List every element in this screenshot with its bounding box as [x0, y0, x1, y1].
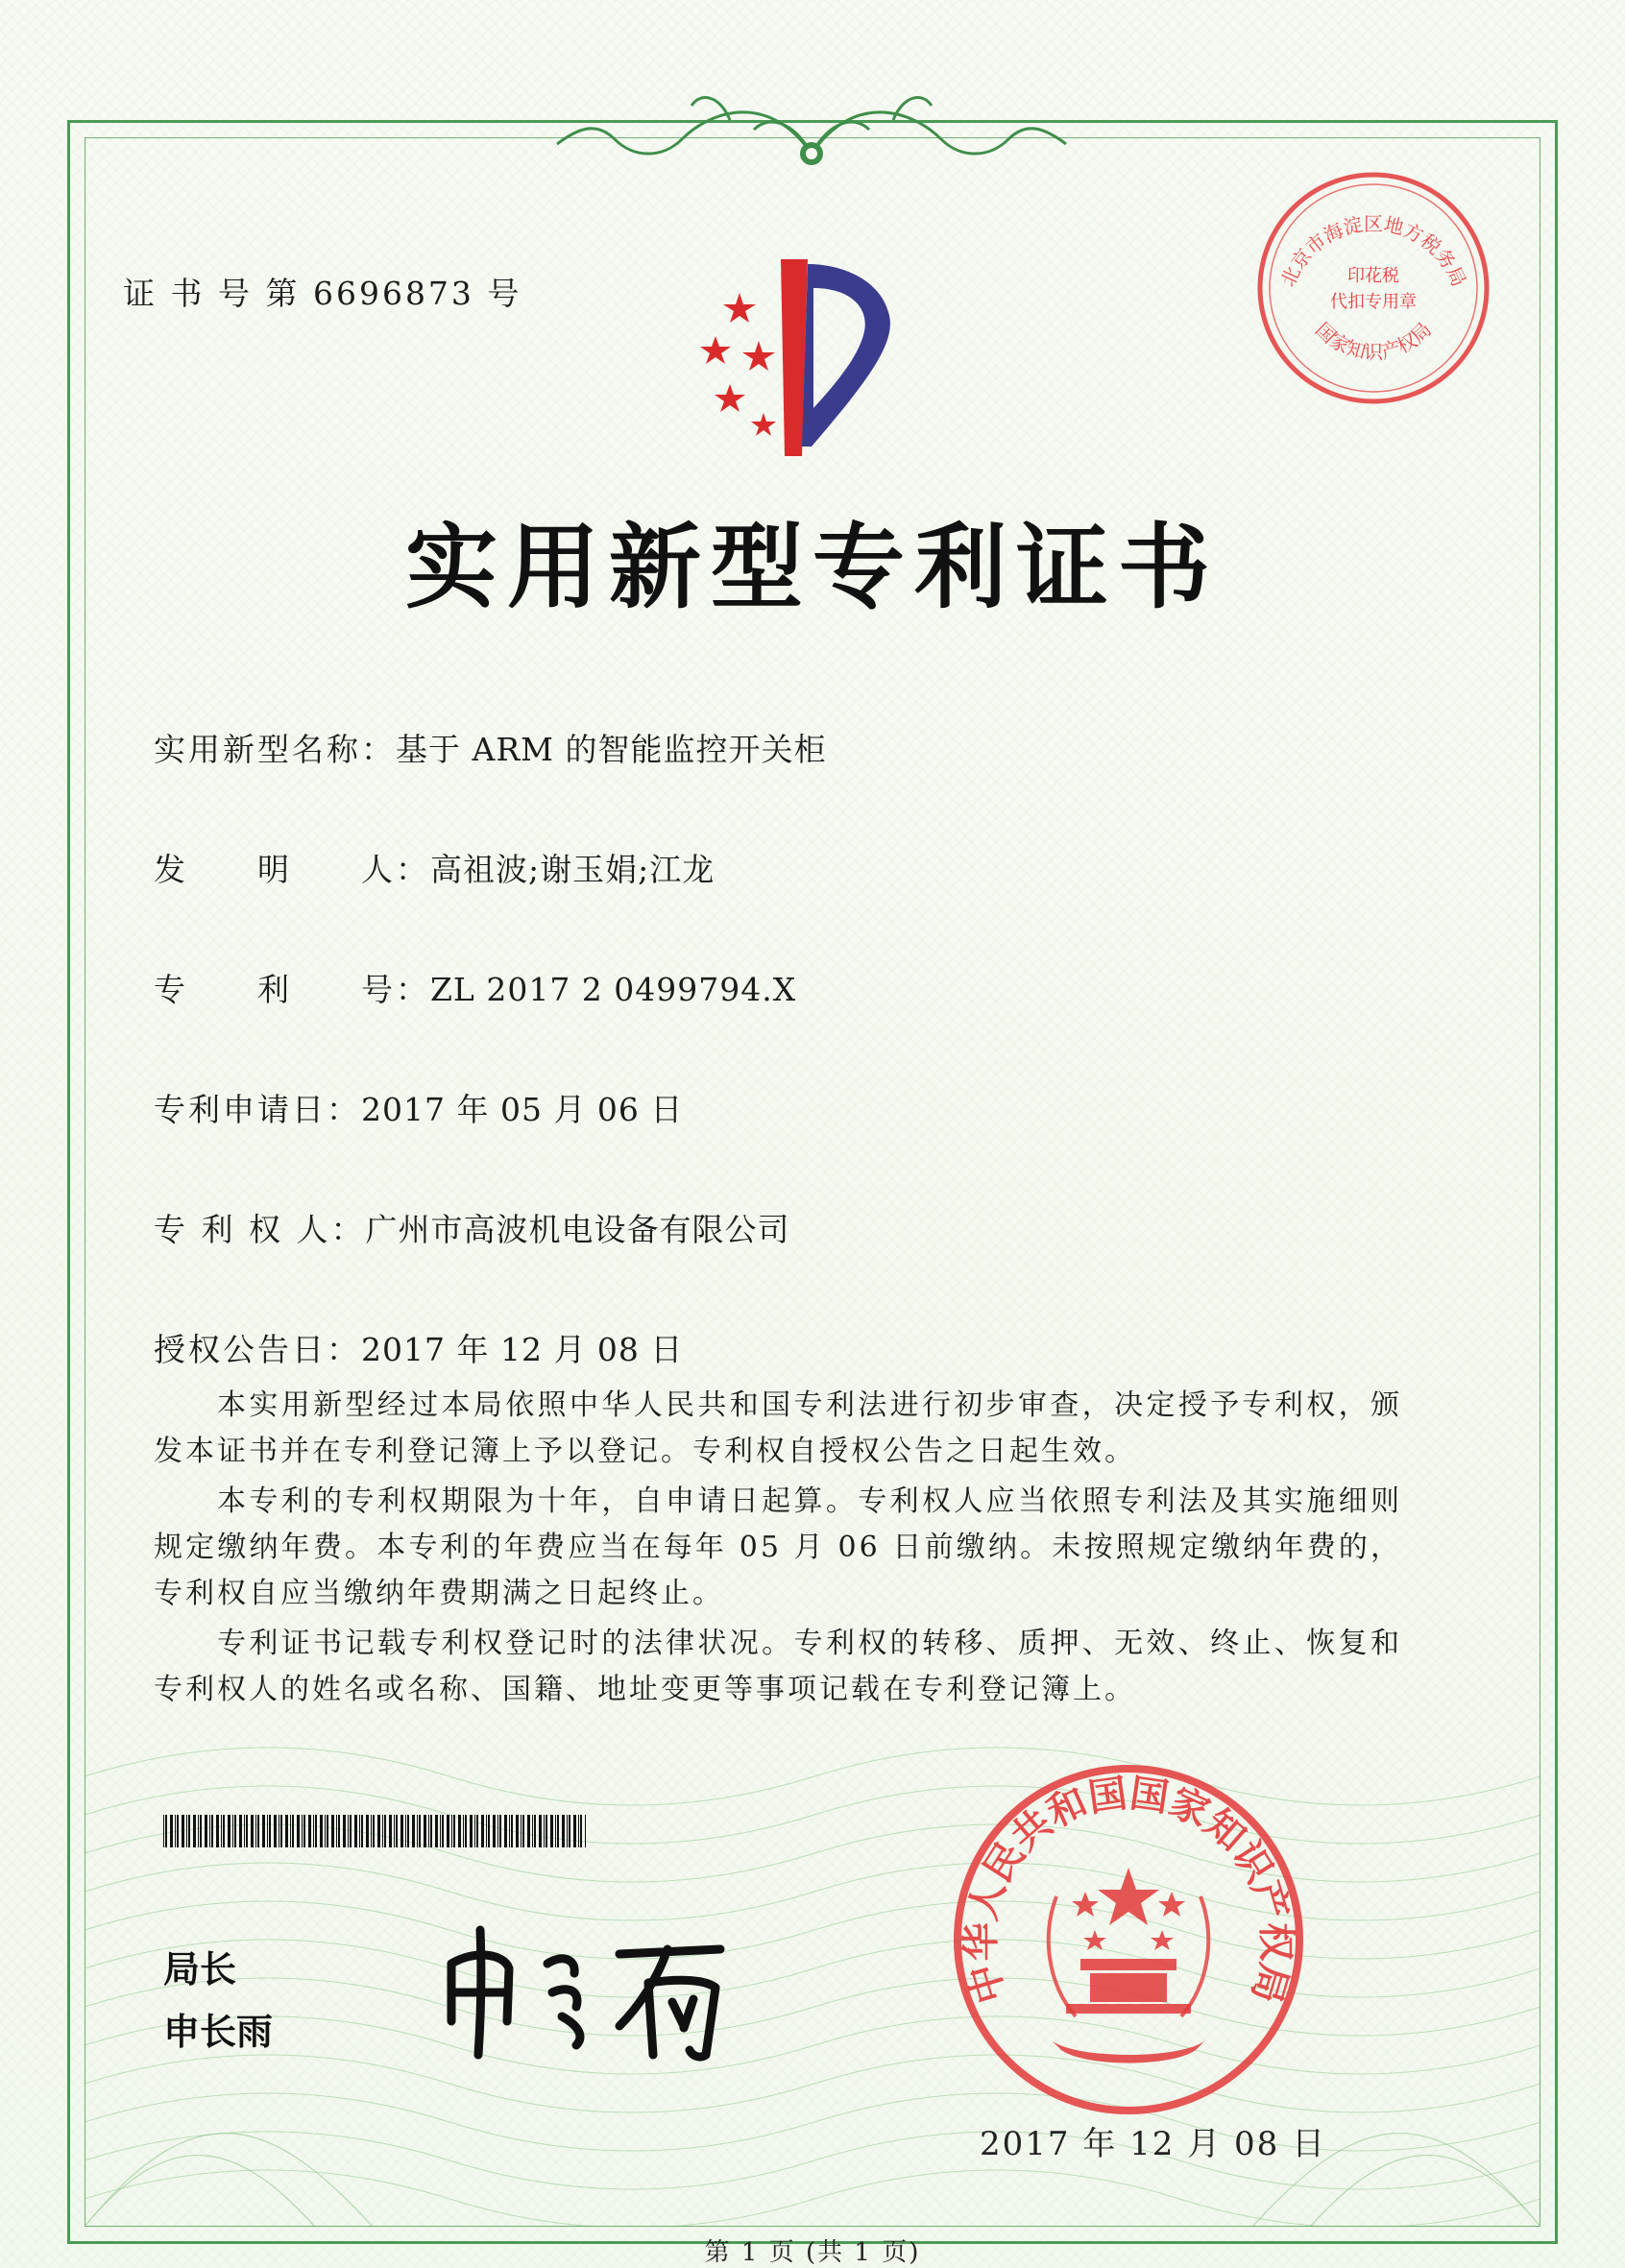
barcode-bar — [315, 1815, 317, 1847]
barcode-bar — [440, 1815, 441, 1847]
barcode-bar — [382, 1815, 383, 1847]
barcode-bar — [373, 1815, 375, 1847]
barcode-bar — [453, 1815, 455, 1847]
barcode-bar — [257, 1815, 259, 1847]
barcode-bar — [302, 1815, 303, 1847]
barcode-bar — [544, 1815, 545, 1847]
barcode-bar — [417, 1815, 418, 1847]
director-signature — [432, 1911, 797, 2064]
barcode-bar — [546, 1815, 547, 1847]
certificate-number: 证 书 号 第 6696873 号 — [123, 275, 522, 312]
patent-office-emblem — [667, 235, 927, 456]
barcode-bar — [216, 1815, 219, 1847]
barcode-bar — [251, 1815, 254, 1847]
field-value: 2017 年 05 月 06 日 — [361, 1091, 684, 1128]
barcode-bar — [371, 1815, 372, 1847]
barcode-bar — [308, 1815, 311, 1847]
barcode-bar — [188, 1815, 190, 1847]
barcode-bar — [396, 1815, 398, 1847]
barcode-bar — [557, 1815, 559, 1847]
barcode-bar — [499, 1815, 501, 1847]
barcode-bar — [354, 1815, 357, 1847]
field-inventor — [154, 845, 715, 890]
barcode-bar — [389, 1815, 392, 1847]
barcode-bar — [175, 1815, 176, 1847]
barcode-bar — [539, 1815, 542, 1847]
tax-stamp — [1253, 168, 1493, 408]
barcode-bar — [211, 1815, 213, 1847]
barcode-bar — [430, 1815, 432, 1847]
barcode-bar — [511, 1815, 513, 1847]
barcode-bar — [442, 1815, 444, 1847]
director-name: 申长雨 — [163, 2011, 274, 2053]
barcode-bar — [555, 1815, 556, 1847]
certificate-title: 实用新型专利证书 — [405, 514, 1220, 621]
barcode-bar — [424, 1815, 426, 1847]
barcode-bar — [474, 1815, 475, 1847]
barcode — [163, 1815, 586, 1847]
barcode-bar — [481, 1815, 484, 1847]
field-patent-number — [154, 965, 796, 1010]
barcode-bar — [532, 1815, 533, 1847]
barcode-bar — [486, 1815, 487, 1847]
barcode-bar — [223, 1815, 225, 1847]
barcode-bar — [246, 1815, 248, 1847]
notice-paragraph: 本实用新型经过本局依照中华人民共和国专利法进行初步审查，决定授予专利权，颁发本证书并在专利登记簿上予以登记。专利权自授权公告之日起生效。 — [154, 1388, 1402, 1468]
field-label: 实用新型名称： — [154, 731, 396, 768]
barcode-bar — [338, 1815, 340, 1847]
barcode-bar — [232, 1815, 233, 1847]
barcode-bar — [585, 1815, 586, 1847]
barcode-bar — [522, 1815, 524, 1847]
field-value: 2017 年 12 月 08 日 — [361, 1331, 684, 1368]
barcode-bar — [527, 1815, 530, 1847]
notice-paragraph: 本专利的专利权期限为十年，自申请日起算。专利权人应当依照专利法及其实施细则规定缴纳年费。本专利的年费应当在每年 05 月 06 日前缴纳。未按照规定缴纳年费的，专利权自应当缴纳年费期满之日起终止。 — [154, 1484, 1402, 1610]
barcode-bar — [198, 1815, 199, 1847]
barcode-bar — [465, 1815, 467, 1847]
barcode-bar — [280, 1815, 282, 1847]
field-value: 高祖波;谢玉娟;江龙 — [430, 851, 715, 888]
barcode-bar — [580, 1815, 582, 1847]
barcode-bar — [343, 1815, 346, 1847]
director-title: 局长 — [163, 1948, 237, 1991]
field-grant-date — [154, 1325, 683, 1370]
barcode-bar — [285, 1815, 288, 1847]
field-value: 广州市高波机电设备有限公司 — [365, 1211, 790, 1248]
barcode-bar — [163, 1815, 164, 1847]
barcode-bar — [331, 1815, 334, 1847]
barcode-bar — [578, 1815, 579, 1847]
top-ornament — [538, 72, 1085, 178]
barcode-bar — [451, 1815, 452, 1847]
barcode-bar — [470, 1815, 473, 1847]
barcode-bar — [348, 1815, 349, 1847]
field-value: ZL 2017 2 0499794.X — [430, 971, 797, 1008]
barcode-bar — [193, 1815, 196, 1847]
cnipa-stamp-text: 中华人民共和国国家知识产权局 — [959, 1772, 1298, 2008]
barcode-bar — [488, 1815, 490, 1847]
notice-paragraph: 专利证书记载专利权登记时的法律状况。专利权的转移、质押、无效、终止、恢复和专利权人的姓名或名称、国籍、地址变更等事项记载在专利登记簿上。 — [154, 1627, 1402, 1706]
barcode-bar — [244, 1815, 245, 1847]
barcode-bar — [239, 1815, 242, 1847]
barcode-bar — [493, 1815, 496, 1847]
barcode-bar — [269, 1815, 271, 1847]
barcode-bar — [412, 1815, 415, 1847]
barcode-bar — [573, 1815, 576, 1847]
barcode-bar — [435, 1815, 438, 1847]
field-label: 专 利 号： — [154, 971, 430, 1008]
field-value: 基于 ARM 的智能监控开关柜 — [396, 731, 827, 768]
barcode-bar — [177, 1815, 179, 1847]
barcode-bar — [186, 1815, 187, 1847]
field-application-date — [154, 1085, 683, 1130]
barcode-bar — [476, 1815, 478, 1847]
barcode-bar — [497, 1815, 498, 1847]
barcode-bar — [327, 1815, 328, 1847]
barcode-bar — [320, 1815, 323, 1847]
field-label: 发 明 人： — [154, 851, 430, 888]
field-label: 专 利 权 人： — [154, 1211, 366, 1248]
barcode-bar — [350, 1815, 352, 1847]
field-utility-model-name — [154, 725, 826, 770]
page-indicator: 第 1 页 (共 1 页) — [704, 2238, 921, 2267]
barcode-bar — [550, 1815, 553, 1847]
barcode-bar — [463, 1815, 464, 1847]
barcode-bar — [504, 1815, 507, 1847]
barcode-bar — [292, 1815, 294, 1847]
tax-stamp-line2: 代扣专用章 — [1330, 292, 1417, 311]
barcode-bar — [274, 1815, 277, 1847]
barcode-bar — [377, 1815, 380, 1847]
barcode-bar — [567, 1815, 568, 1847]
barcode-bar — [221, 1815, 222, 1847]
tax-stamp-outer-text: 北京市海淀区地方税务局 — [1277, 213, 1469, 291]
barcode-bar — [290, 1815, 291, 1847]
tax-stamp-line1: 印花税 — [1347, 266, 1399, 285]
tax-stamp-bottom-text: 国家知识产权局 — [1311, 319, 1436, 364]
barcode-bar — [255, 1815, 256, 1847]
barcode-bar — [458, 1815, 461, 1847]
barcode-bar — [205, 1815, 207, 1847]
barcode-bar — [297, 1815, 300, 1847]
barcode-bar — [509, 1815, 510, 1847]
barcode-bar — [303, 1815, 305, 1847]
barcode-bar — [400, 1815, 403, 1847]
barcode-bar — [534, 1815, 536, 1847]
barcode-bar — [234, 1815, 236, 1847]
barcode-bar — [209, 1815, 210, 1847]
barcode-bar — [405, 1815, 406, 1847]
barcode-bar — [228, 1815, 230, 1847]
barcode-bar — [447, 1815, 449, 1847]
cnipa-official-stamp — [951, 1762, 1306, 2117]
barcode-bar — [419, 1815, 421, 1847]
barcode-bar — [200, 1815, 202, 1847]
barcode-bar — [165, 1815, 167, 1847]
barcode-bar — [361, 1815, 363, 1847]
barcode-bar — [262, 1815, 265, 1847]
field-label: 专利申请日： — [154, 1091, 361, 1128]
barcode-bar — [516, 1815, 519, 1847]
barcode-bar — [428, 1815, 429, 1847]
barcode-bar — [170, 1815, 173, 1847]
barcode-bar — [325, 1815, 326, 1847]
barcode-bar — [569, 1815, 570, 1847]
barcode-bar — [182, 1815, 184, 1847]
barcode-bar — [313, 1815, 314, 1847]
barcode-bar — [562, 1815, 565, 1847]
field-patentee — [154, 1205, 789, 1250]
barcode-bar — [336, 1815, 337, 1847]
barcode-bar — [267, 1815, 268, 1847]
issue-date: 2017 年 12 月 08 日 — [980, 2125, 1327, 2163]
barcode-bar — [394, 1815, 395, 1847]
barcode-bar — [384, 1815, 386, 1847]
barcode-bar — [407, 1815, 409, 1847]
notice-text — [154, 1383, 1402, 1717]
svg-text:国家知识产权局 — [1311, 319, 1436, 364]
barcode-bar — [366, 1815, 369, 1847]
barcode-bar — [359, 1815, 360, 1847]
field-label: 授权公告日： — [154, 1331, 361, 1368]
